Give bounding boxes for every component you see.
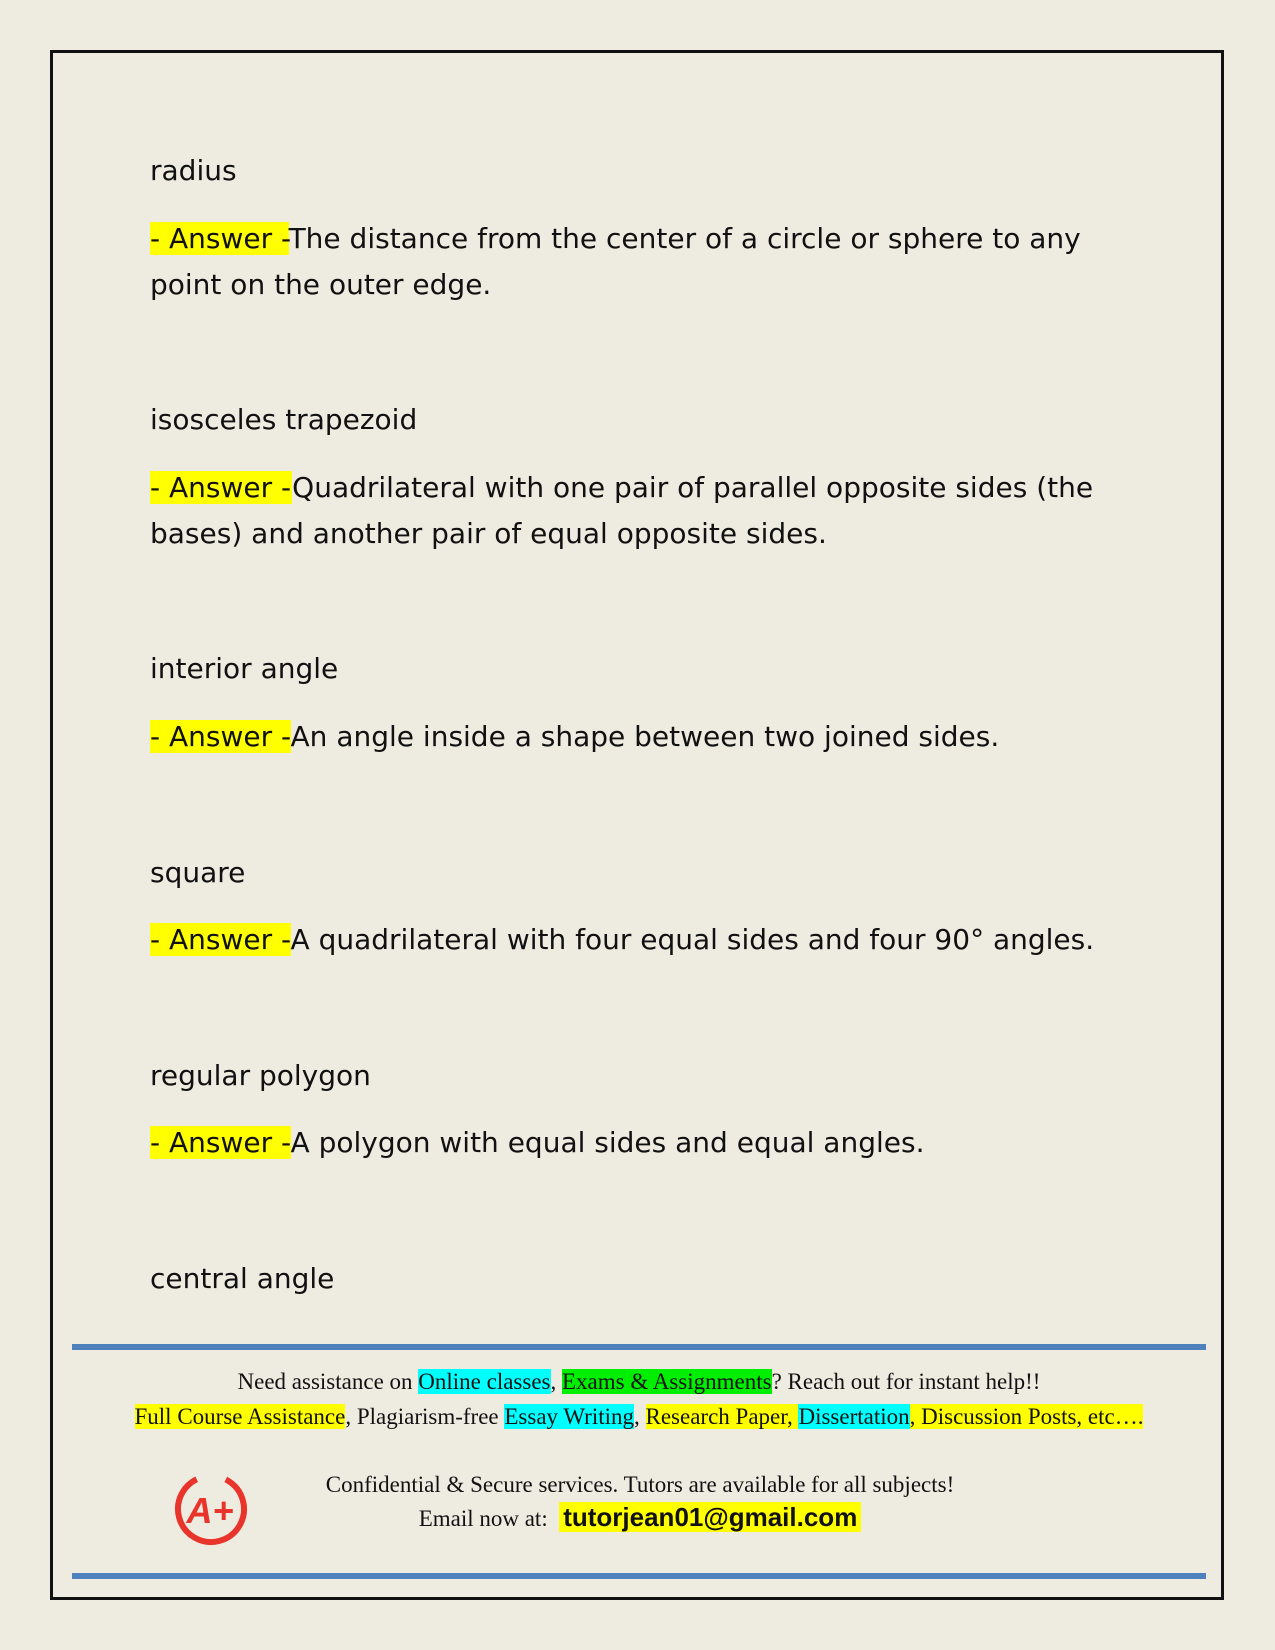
term-square: square bbox=[150, 856, 246, 889]
term-central-angle: central angle bbox=[150, 1262, 335, 1295]
research-paper-highlight: Research Paper, bbox=[645, 1404, 799, 1429]
answer-label: - Answer - bbox=[150, 471, 293, 504]
term-radius: radius bbox=[150, 154, 237, 187]
answer-interior-angle bbox=[150, 714, 1150, 760]
answer-radius bbox=[150, 216, 1150, 308]
answer-text: A quadrilateral with four equal sides and four 90° angles. bbox=[290, 923, 1095, 956]
exams-assignments-highlight: Exams & Assignments bbox=[562, 1369, 772, 1394]
footer-line-services bbox=[72, 1400, 1206, 1434]
term-isosceles-trapezoid: isosceles trapezoid bbox=[150, 403, 418, 436]
answer-label: - Answer - bbox=[150, 923, 291, 956]
answer-text: The distance from the center of a circle or sphere to any point on the outer edge. bbox=[150, 222, 1081, 301]
full-course-highlight: Full Course Assistance bbox=[134, 1404, 346, 1429]
email-prefix: Email now at: bbox=[418, 1506, 554, 1531]
logo-lettering: A+ bbox=[186, 1490, 234, 1531]
answer-text: An angle inside a shape between two joined sides. bbox=[290, 720, 1000, 753]
answer-isosceles-trapezoid bbox=[150, 465, 1150, 557]
footer-line-email bbox=[250, 1500, 1030, 1536]
essay-writing-highlight: Essay Writing bbox=[504, 1404, 634, 1429]
answer-label: - Answer - bbox=[150, 1126, 291, 1159]
footer-text-segment: , bbox=[634, 1404, 646, 1429]
answer-label: - Answer - bbox=[150, 720, 291, 753]
answer-text: A polygon with equal sides and equal angles. bbox=[290, 1126, 925, 1159]
footer-bottom-rule bbox=[72, 1573, 1206, 1579]
answer-regular-polygon bbox=[150, 1120, 1150, 1166]
footer-text-segment: , Plagiarism-free bbox=[345, 1404, 505, 1429]
answer-label: - Answer - bbox=[150, 222, 289, 255]
term-regular-polygon: regular polygon bbox=[150, 1059, 371, 1092]
footer-top-rule bbox=[72, 1344, 1206, 1350]
email-link[interactable]: tutorjean01@gmail.com bbox=[559, 1502, 861, 1532]
dissertation-highlight: Dissertation bbox=[798, 1404, 910, 1429]
answer-square bbox=[150, 917, 1150, 963]
discussion-posts-highlight: , Discussion Posts, etc…. bbox=[909, 1404, 1144, 1429]
footer-text-segment: , bbox=[550, 1369, 562, 1394]
a-plus-logo-icon bbox=[170, 1467, 252, 1549]
online-classes-highlight: Online classes bbox=[418, 1369, 551, 1394]
footer-text-segment: ? Reach out for instant help!! bbox=[771, 1369, 1041, 1394]
footer-line-assistance bbox=[72, 1365, 1206, 1399]
footer-text-segment: Need assistance on bbox=[237, 1369, 419, 1394]
term-interior-angle: interior angle bbox=[150, 652, 339, 685]
answer-text: Quadrilateral with one pair of parallel opposite sides (the bases) and another pair of equal opposite sides. bbox=[150, 471, 1094, 550]
footer-line-confidential: Confidential & Secure services. Tutors are available for all subjects! bbox=[325, 1472, 955, 1497]
